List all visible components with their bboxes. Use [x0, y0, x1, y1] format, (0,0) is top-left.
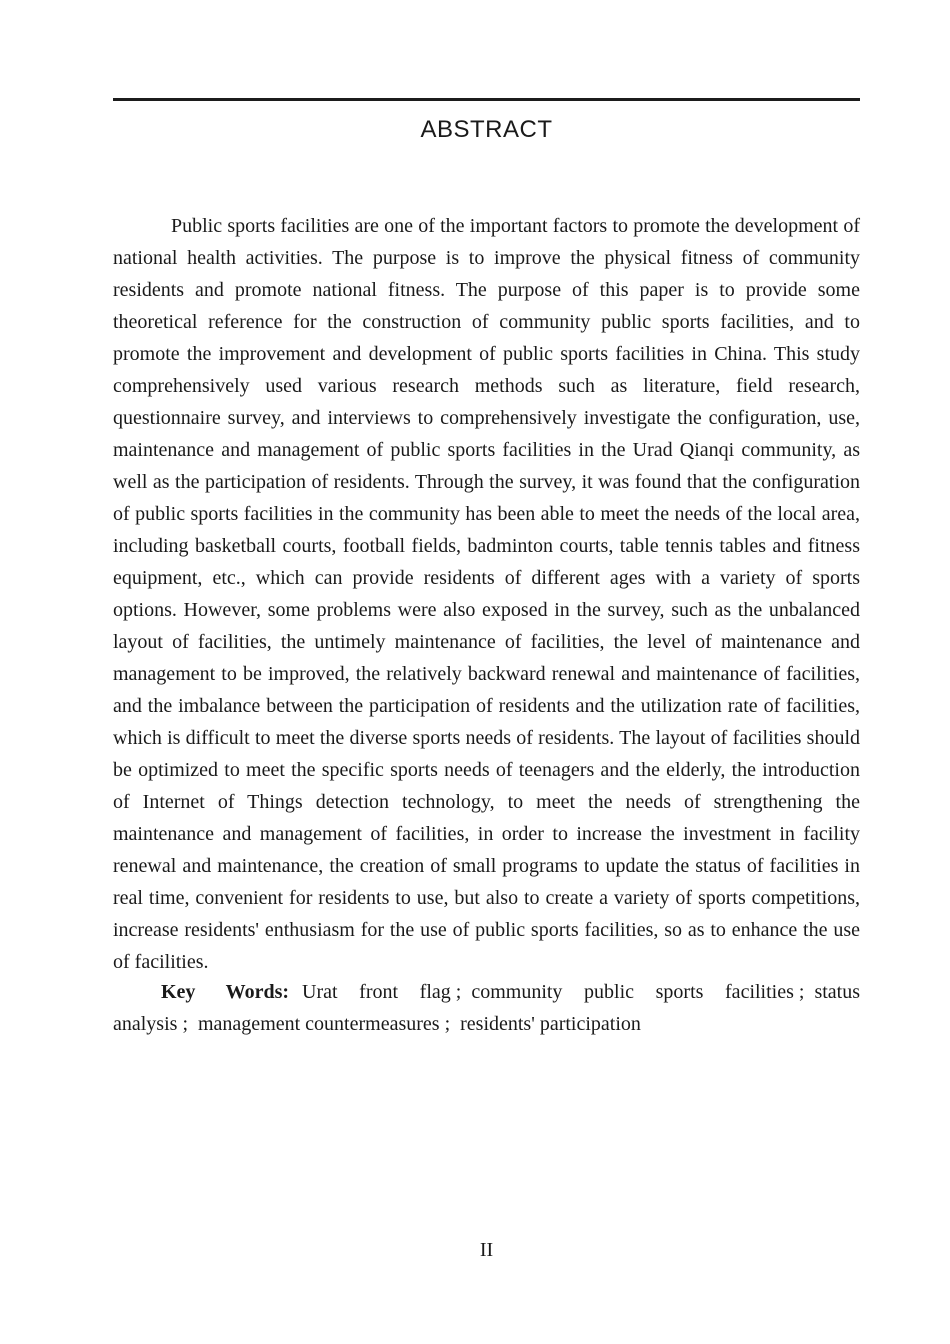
keyword-item: status analysis [113, 981, 861, 1035]
keyword-separator: ; [798, 981, 805, 1003]
keyword-item: Urat front flag [302, 981, 451, 1003]
page-title: ABSTRACT [420, 116, 553, 143]
keyword-item: residents' participation [460, 1013, 641, 1035]
keywords-paragraph [113, 976, 860, 1040]
keyword-separator: ; [182, 1013, 188, 1035]
keyword-separator: ; [444, 1013, 451, 1035]
keyword-item: community public sports facilities [471, 981, 794, 1003]
abstract-body-paragraph: Public sports facilities are one of the important factors to promote the development of national health activities. The purpose is to improve the physical fitness of community residents and promote national fitness. The purpose of this paper is to provide some theoretical reference for the construction of community public sports facilities, and to promote the improvement and development of public sports facilities in China. This study comprehensively used various research methods such as literature, field research, questionnaire survey, and interviews to comprehensively investigate the configuration, use, maintenance and management of public sports facilities in the Urad Qianqi community, as well as the participation of residents. Through the survey, it was found that the configuration of public sports facilities in the community has been able to meet the needs of the local area, including basketball courts, football fields, badminton courts, table tennis tables and fitness equipment, etc., which can provide residents of different ages with a variety of sports options. However, some problems were also exposed in the survey, such as the unbalanced layout of facilities, the untimely maintenance of facilities, the level of maintenance and management to be improved, the relatively backward renewal and maintenance of facilities, and the imbalance between the participation of residents and the utilization rate of facilities, which is difficult to meet the diverse sports needs of residents. The layout of facilities should be optimized to meet the specific sports needs of teenagers and the elderly, the introduction of Internet of Things detection technology, to meet the needs of strengthening the maintenance and management of facilities, in order to increase the investment in facility renewal and maintenance, the creation of small programs to update the status of facilities in real time, convenient for residents to use, but also to create a variety of sports competitions, increase residents' enthusiasm for the use of public sports facilities, so as to enhance the use of facilities. [113, 215, 860, 973]
page-number: II [479, 1239, 494, 1261]
keyword-separator: ; [455, 981, 462, 1003]
keyword-item: management countermeasures [198, 1013, 440, 1035]
keywords-label: Key Words: [161, 981, 290, 1003]
title-rule [113, 98, 860, 101]
